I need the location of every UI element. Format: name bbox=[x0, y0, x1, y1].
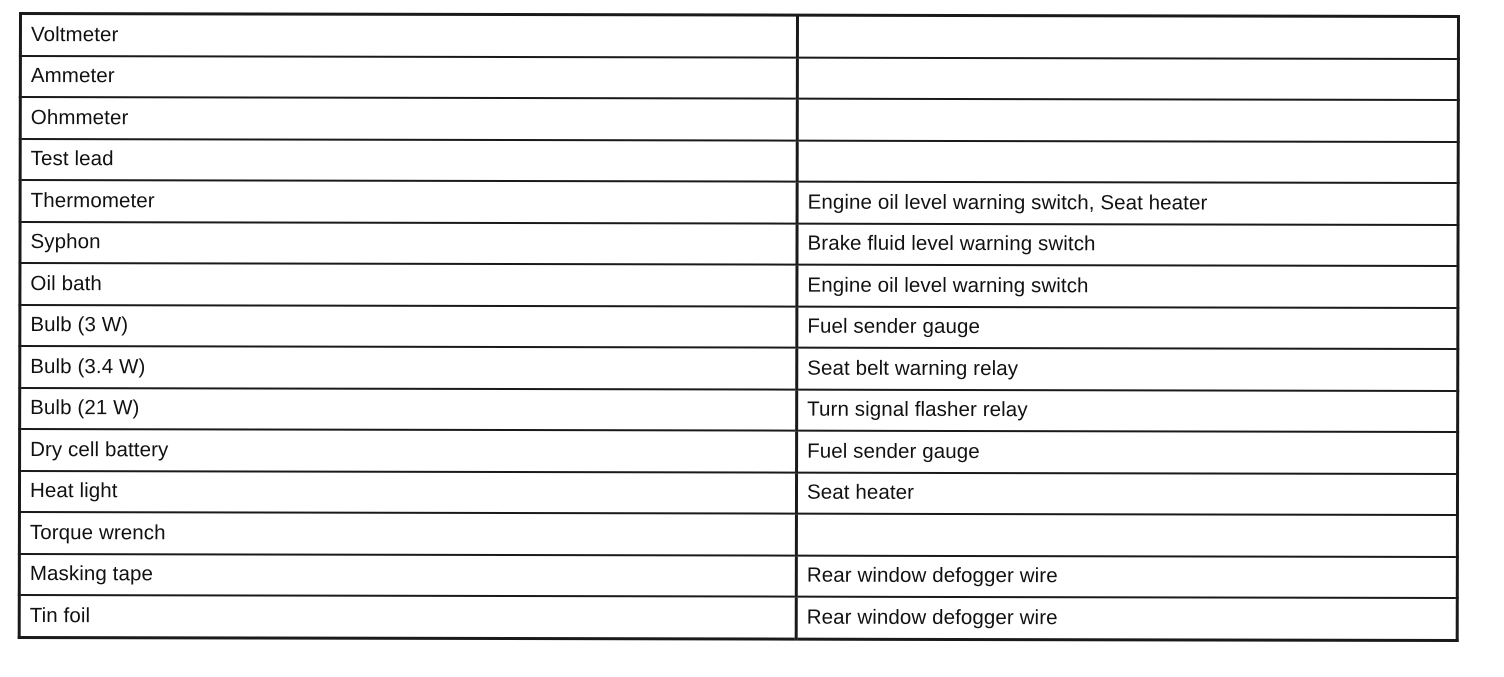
use-cell: Rear window defogger wire bbox=[796, 597, 1457, 640]
use-cell: Seat heater bbox=[796, 472, 1457, 515]
tool-cell: Tin foil bbox=[19, 595, 796, 639]
table-row bbox=[20, 139, 1458, 184]
table-row bbox=[19, 471, 1457, 516]
table-row bbox=[19, 595, 1457, 640]
tool-cell: Voltmeter bbox=[20, 14, 797, 58]
table-row bbox=[20, 14, 1458, 59]
tool-cell: Bulb (21 W) bbox=[20, 388, 797, 431]
tool-cell: Oil bath bbox=[20, 263, 797, 306]
table-row bbox=[20, 180, 1458, 225]
tool-cell: Thermometer bbox=[20, 180, 797, 223]
tool-cell: Ohmmeter bbox=[20, 97, 797, 140]
use-cell bbox=[797, 140, 1458, 183]
tools-table bbox=[18, 12, 1460, 642]
table-row bbox=[20, 346, 1458, 391]
tool-cell: Ammeter bbox=[20, 56, 797, 99]
tool-cell: Heat light bbox=[19, 471, 796, 514]
table-row bbox=[20, 305, 1458, 350]
use-cell bbox=[797, 15, 1458, 58]
table-row bbox=[20, 222, 1458, 267]
use-cell: Turn signal flasher relay bbox=[797, 389, 1458, 432]
tool-cell: Masking tape bbox=[19, 553, 796, 596]
tool-cell: Torque wrench bbox=[19, 512, 796, 555]
use-cell: Engine oil level warning switch bbox=[797, 265, 1458, 308]
table-row bbox=[19, 553, 1457, 598]
use-cell: Fuel sender gauge bbox=[797, 306, 1458, 349]
use-cell: Brake fluid level warning switch bbox=[797, 223, 1458, 266]
tool-cell: Bulb (3.4 W) bbox=[20, 346, 797, 389]
use-cell bbox=[797, 99, 1458, 142]
table-row bbox=[20, 388, 1458, 433]
use-cell: Fuel sender gauge bbox=[797, 431, 1458, 474]
use-cell: Engine oil level warning switch, Seat heater bbox=[797, 182, 1458, 225]
use-cell bbox=[796, 514, 1457, 557]
use-cell: Seat belt warning relay bbox=[797, 348, 1458, 391]
table-row bbox=[20, 263, 1458, 308]
use-cell bbox=[797, 57, 1458, 100]
tool-cell: Test lead bbox=[20, 139, 797, 182]
tool-cell: Dry cell battery bbox=[20, 429, 797, 472]
tool-cell: Bulb (3 W) bbox=[20, 305, 797, 348]
tool-cell: Syphon bbox=[20, 222, 797, 265]
table-row bbox=[19, 512, 1457, 557]
table-row bbox=[20, 429, 1458, 474]
table-row bbox=[20, 56, 1458, 101]
table-row bbox=[20, 97, 1458, 142]
tools-table-body bbox=[19, 14, 1458, 641]
use-cell: Rear window defogger wire bbox=[796, 555, 1457, 598]
